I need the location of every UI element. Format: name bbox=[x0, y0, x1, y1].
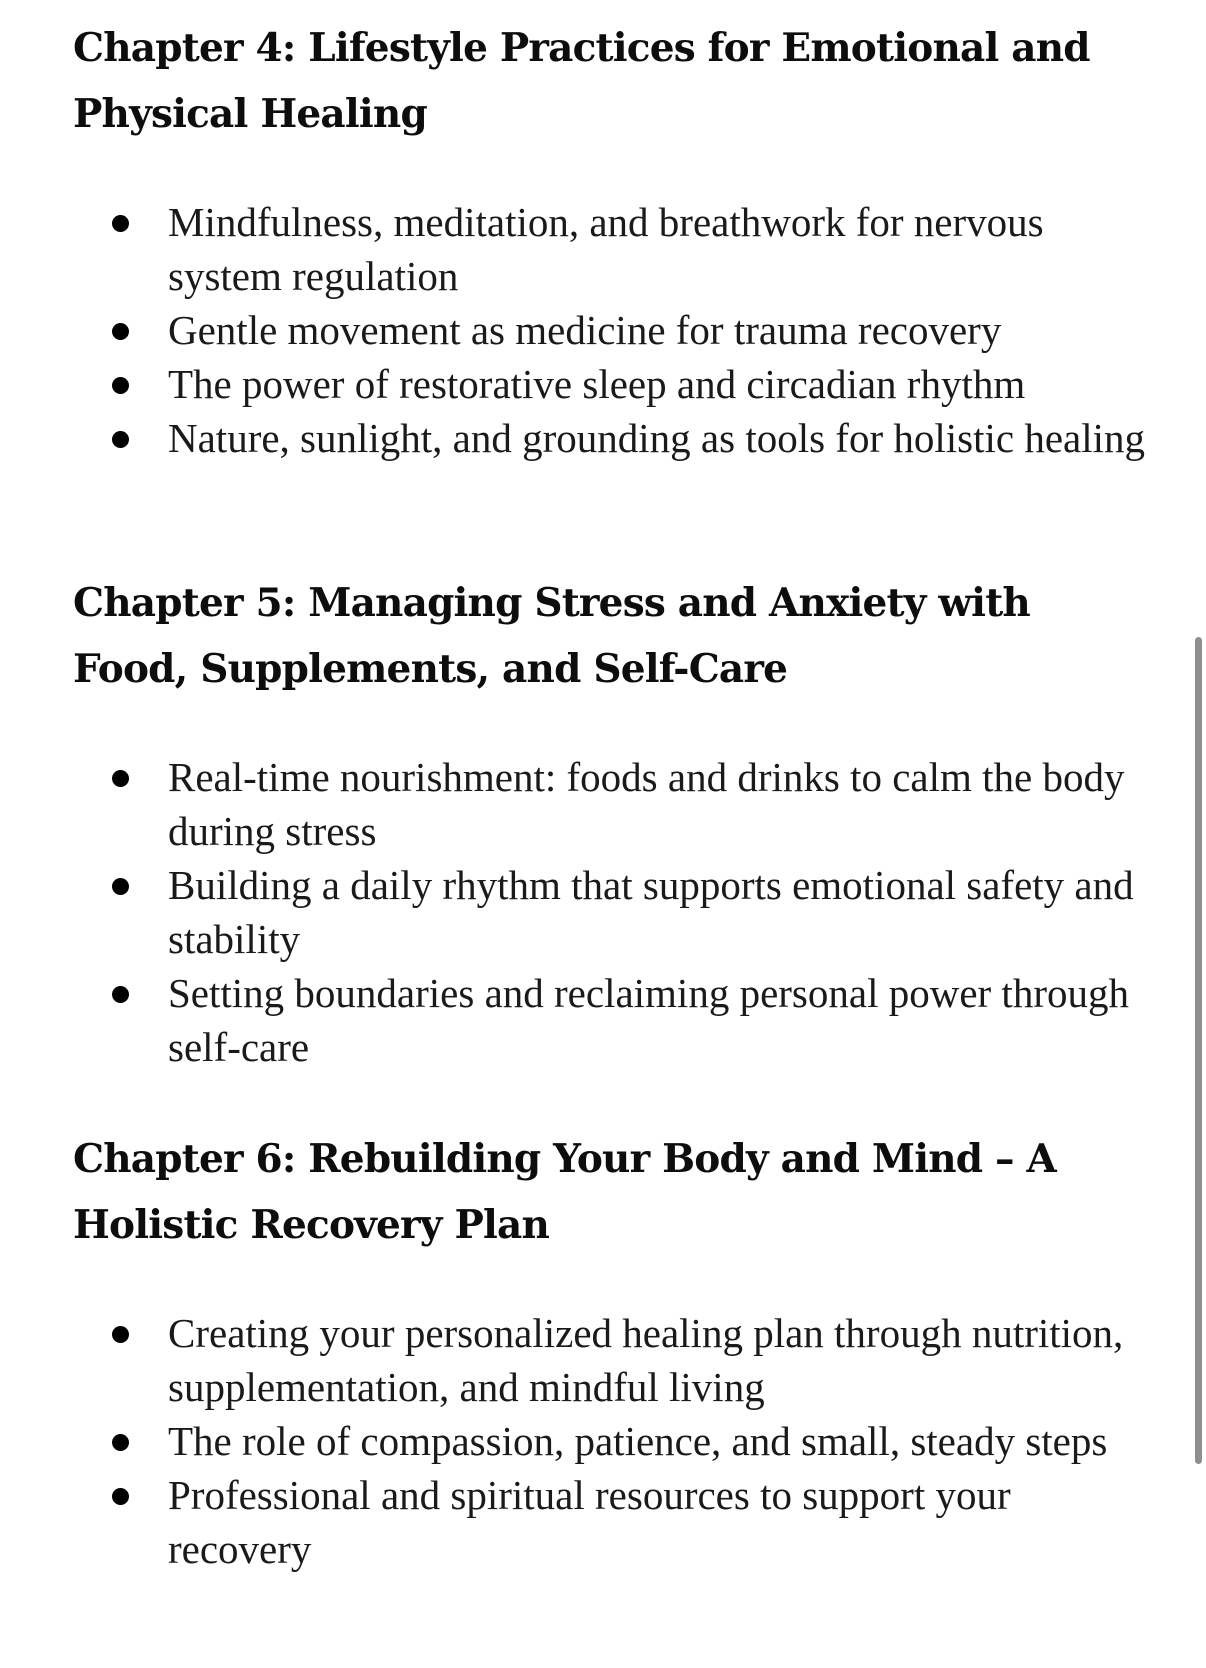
list-item-text: Setting boundaries and reclaiming personal power through self-care bbox=[168, 970, 1129, 1070]
chapter-6-title: Chapter 6: Rebuilding Your Body and Mind – A Holistic Recovery Plan bbox=[73, 1136, 1056, 1248]
list-item-text: Real-time nourishment: foods and drinks to calm the body during stress bbox=[168, 754, 1125, 854]
list-item bbox=[0, 357, 1206, 411]
list-item-text: Building a daily rhythm that supports emotional safety and stability bbox=[168, 862, 1134, 962]
list-item-text: Mindfulness, meditation, and breathwork for nervous system regulation bbox=[168, 199, 1044, 299]
chapter-4-title: Chapter 4: Lifestyle Practices for Emotional and Physical Healing bbox=[73, 25, 1090, 137]
bullet-icon bbox=[112, 1488, 129, 1505]
chapter-6-bullet-list bbox=[0, 1306, 1206, 1576]
vertical-scrollbar[interactable] bbox=[1195, 637, 1202, 1464]
list-item bbox=[0, 858, 1206, 966]
list-item bbox=[0, 303, 1206, 357]
list-item bbox=[0, 1414, 1206, 1468]
chapter-4-bullet-list bbox=[0, 195, 1206, 465]
bullet-icon bbox=[112, 1434, 129, 1451]
bullet-icon bbox=[112, 986, 129, 1003]
list-item bbox=[0, 1306, 1206, 1414]
list-item-text: The power of restorative sleep and circadian rhythm bbox=[168, 361, 1026, 407]
chapter-5-title: Chapter 5: Managing Stress and Anxiety with Food, Supplements, and Self-Care bbox=[73, 580, 1030, 692]
list-item-text: The role of compassion, patience, and small, steady steps bbox=[168, 1418, 1108, 1464]
bullet-icon bbox=[112, 431, 129, 448]
list-item-text: Professional and spiritual resources to support your recovery bbox=[168, 1472, 1011, 1572]
list-item bbox=[0, 1468, 1206, 1576]
list-item-text: Gentle movement as medicine for trauma recovery bbox=[168, 307, 1002, 353]
bullet-icon bbox=[112, 878, 129, 895]
list-item bbox=[0, 195, 1206, 303]
list-item bbox=[0, 750, 1206, 858]
bullet-icon bbox=[112, 1326, 129, 1343]
bullet-icon bbox=[112, 323, 129, 340]
chapter-5-bullet-list bbox=[0, 750, 1206, 1074]
bullet-icon bbox=[112, 215, 129, 232]
bullet-icon bbox=[112, 770, 129, 787]
list-item-text: Nature, sunlight, and grounding as tools for holistic healing bbox=[168, 415, 1146, 461]
list-item bbox=[0, 411, 1206, 465]
list-item-text: Creating your personalized healing plan through nutrition, supplementation, and mindful living bbox=[168, 1310, 1124, 1410]
bullet-icon bbox=[112, 377, 129, 394]
list-item bbox=[0, 966, 1206, 1074]
